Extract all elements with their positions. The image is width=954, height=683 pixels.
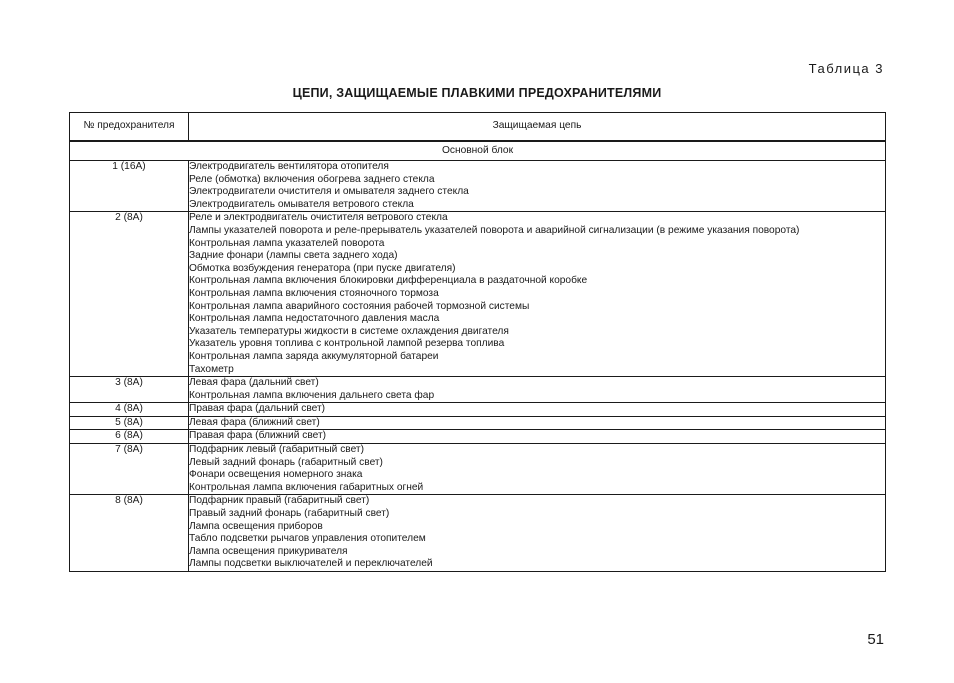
table-row [70,416,886,430]
circuit-list-cell [189,161,886,212]
circuit-item: Подфарник левый (габаритный свет) [189,444,364,456]
circuit-item: Реле и электродвигатель очистителя ветрового стекла [189,212,448,224]
circuit-item: Лампы подсветки выключателей и переключателей [189,558,433,570]
table-row [70,161,886,212]
circuit-list-cell [189,403,886,417]
fuse-number-cell: 8 (8А) [70,495,189,572]
table-header-row [70,113,886,142]
circuit-item: Задние фонари (лампы света заднего хода) [189,250,398,262]
circuit-item: Лампа освещения приборов [189,520,323,532]
circuit-list-cell [189,430,886,444]
fuse-number-cell: 6 (8А) [70,430,189,444]
table-row [70,403,886,417]
circuit-item: Фонари освещения номерного знака [189,469,363,481]
table-row [70,444,886,495]
circuit-list-cell [189,495,886,572]
fuse-number-cell: 4 (8А) [70,403,189,417]
circuit-item: Табло подсветки рычагов управления отопителем [189,533,426,545]
circuit-item: Электродвигатели очистителя и омывателя заднего стекла [189,186,469,198]
header-fuse-number: № предохранителя [70,113,189,142]
circuit-item: Лампы указателей поворота и реле-прерыватель указателей поворота и аварийной сигнализации (в режиме указания поворота) [189,224,800,236]
circuit-item: Контрольная лампа аварийного состояния рабочей тормозной системы [189,300,530,312]
circuit-item: Электродвигатель омывателя ветрового стекла [189,198,414,210]
circuit-item: Правый задний фонарь (габаритный свет) [189,508,390,520]
section-label: Основной блок [70,141,886,161]
circuit-item: Контрольная лампа включения дальнего света фар [189,389,435,401]
circuit-item: Контрольная лампа включения блокировки дифференциала в раздаточной коробке [189,275,588,287]
table-row [70,377,886,403]
fuse-number-cell: 5 (8А) [70,416,189,430]
section-row [70,141,886,161]
circuit-item: Контрольная лампа включения стояночного тормоза [189,287,439,299]
circuit-item: Лампа освещения прикуривателя [189,545,348,557]
table-row [70,430,886,444]
circuit-item: Правая фара (ближний свет) [189,430,327,442]
circuit-item: Электродвигатель вентилятора отопителя [189,161,389,172]
table-row [70,495,886,572]
circuit-item: Правая фара (дальний свет) [189,403,326,415]
circuit-item: Левая фара (ближний свет) [189,416,320,428]
circuit-item: Контрольная лампа включения габаритных огней [189,481,424,493]
circuit-item: Реле (обмотка) включения обогрева заднего стекла [189,173,435,185]
circuit-item: Контрольная лампа недостаточного давления масла [189,313,440,325]
circuit-list-cell [189,416,886,430]
circuit-item: Указатель уровня топлива с контрольной лампой резерва топлива [189,338,505,350]
circuit-item: Тахометр [189,363,234,375]
circuit-item: Обмотка возбуждения генератора (при пуске двигателя) [189,262,456,274]
fuse-number-cell: 2 (8А) [70,212,189,377]
circuit-item: Левый задний фонарь (габаритный свет) [189,456,383,468]
page-number: 51 [867,631,884,648]
circuit-item: Подфарник правый (габаритный свет) [189,495,370,507]
circuit-item: Контрольная лампа указателей поворота [189,237,385,249]
table-number-label: Таблица 3 [808,61,884,76]
fuse-circuits-table [69,112,886,572]
circuit-list-cell [189,377,886,403]
fuse-number-cell: 7 (8А) [70,444,189,495]
header-protected-circuit: Защищаемая цепь [189,113,886,142]
circuit-item: Контрольная лампа заряда аккумуляторной батареи [189,350,439,362]
fuse-number-cell: 3 (8А) [70,377,189,403]
fuse-number-cell: 1 (16А) [70,161,189,212]
table-row [70,212,886,377]
circuit-list-cell [189,212,886,377]
circuit-list-cell [189,444,886,495]
circuit-item: Левая фара (дальний свет) [189,377,319,389]
document-title: ЦЕПИ, ЗАЩИЩАЕМЫЕ ПЛАВКИМИ ПРЕДОХРАНИТЕЛЯМИ [292,86,662,100]
circuit-item: Указатель температуры жидкости в системе охлаждения двигателя [189,325,509,337]
